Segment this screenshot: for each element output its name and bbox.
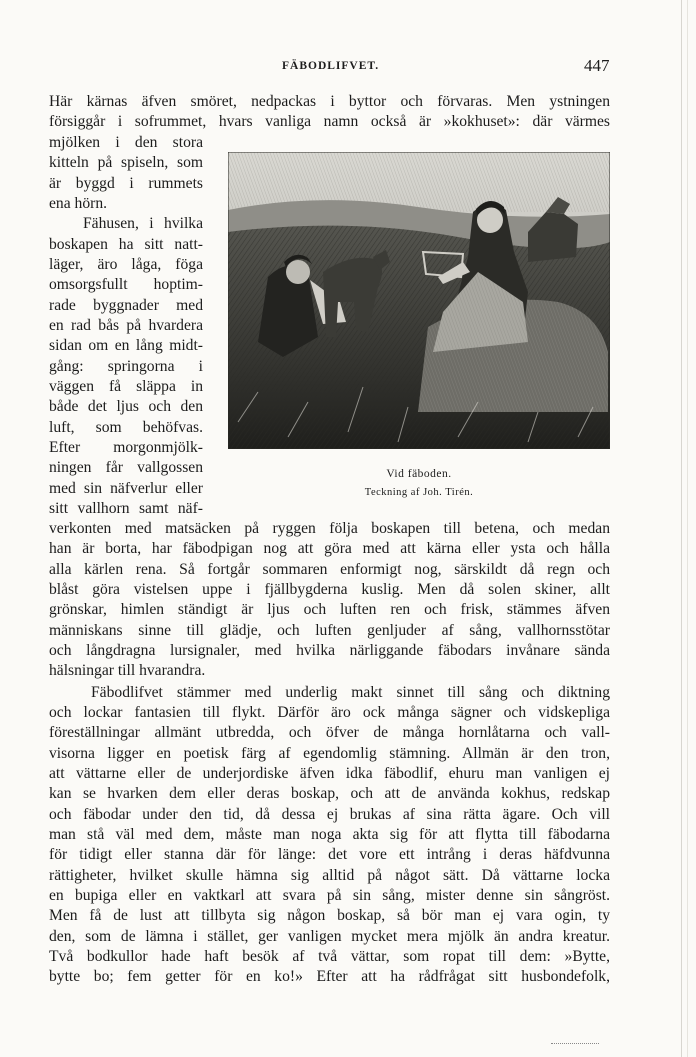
text-line: med sin näfverlur eller: [49, 480, 203, 497]
text-line: mjölken i den stora: [49, 134, 203, 151]
text-line: både det ljus och den: [49, 398, 203, 415]
text-line: väggen få släppa in: [49, 378, 203, 395]
text-line: Efter morgonmjölk-: [49, 439, 203, 456]
text-line: Två bodkullor hade haft besök af två vättar, som ropat till dem: »Bytte,: [49, 948, 610, 965]
text-line: en bupiga eller en vaktkarl att svara på sin sång, mister denne sin sångröst.: [49, 887, 610, 904]
text-line: sitt vallhorn samt näf-: [49, 500, 203, 517]
text-line: rättigheter, hvilket skulle hämna sig alltid på något sätt. Då vättarne locka: [49, 867, 610, 884]
text-line: läger, äro låga, föga: [49, 256, 203, 273]
text-line: kitteln på spiseln, som: [49, 154, 203, 171]
text-line: och fäbodar under den tid, då dessa ej brukas af sina rätta ägare. Och vill: [49, 806, 610, 823]
text-line: och lockar fantasien till flykt. Därför äro ock många sägner och vidskepliga: [49, 704, 610, 721]
text-line: verkonten med matsäcken på ryggen följa boskapen till betena, och medan: [49, 520, 610, 537]
text-line: grönskar, himlen ständigt är ljus och luften ren och frisk, stämmes äfven: [49, 601, 610, 618]
page-edge-line: [681, 0, 682, 1057]
text-line: han är borta, har fäbodpigan nog att göra med att kärna eller ysta och hålla: [49, 540, 610, 557]
text-line: blåst göra vistelsen uppe i fjällbygderna kuslig. Men då solen skiner, allt: [49, 581, 610, 598]
text-line: för tidigt eller stanna där för länge: det vore ett intrång i deras häfdvunna: [49, 846, 610, 863]
text-line: en rad bås på hvardera: [49, 317, 203, 334]
text-line: omsorgsfullt hoptim-: [49, 276, 203, 293]
text-line: den, som de lämna i stället, ger vanligen mycket mera mjölk än andra kreatur.: [49, 928, 610, 945]
text-line: alla kärlen rena. Så fortgår sommaren enformigt nog, särskildt då regn och: [49, 561, 610, 578]
text-line: Fähusen, i hvilka: [83, 215, 203, 232]
engraving-illustration-image: [228, 152, 610, 449]
text-line: rade byggnader med: [49, 297, 203, 314]
figure-caption-credit: Teckning af Joh. Tirén.: [364, 487, 474, 498]
text-line: kan se hvarken dem eller deras boskap, och att de använda kokhus, redskap: [49, 785, 610, 802]
text-line: visorna ligger en poetisk färg af egendomlig stämning. Allmän är den tron,: [49, 745, 610, 762]
engraving-illustration: [228, 152, 610, 449]
footer-dotted-rule: [551, 1043, 599, 1045]
text-line: hälsningar till hvarandra.: [49, 662, 206, 679]
text-line: boskapen ha sitt natt-: [49, 236, 203, 253]
text-line: att vättarne eller de underjordiske äfven idka fäbodlif, ehuru man vanligen ej: [49, 765, 610, 782]
running-title: FÄBODLIFVET.: [282, 60, 380, 72]
text-line: föreställningar allmänt utbredda, och öfver de många hornlåtarna och vall-: [49, 724, 610, 741]
text-line: Fäbodlifvet stämmer med underlig makt sinnet till sång och diktning: [91, 684, 610, 701]
text-line: försiggår i sofrummet, hvars vanliga namn också är »kokhuset»: där värmes: [49, 113, 610, 130]
text-line: sidan om en lång midt-: [49, 337, 203, 354]
text-line: är byggd i rummets: [49, 175, 203, 192]
figure-caption-title: Vid fäboden.: [386, 468, 452, 480]
text-line: människans sinne till glädje, och luften genljuder af sång, vallhornsstötar: [49, 622, 610, 639]
text-line: ena hörn.: [49, 195, 108, 212]
page-edge-line: [687, 0, 688, 1057]
text-line: man stå väl med dem, måste man noga akta sig för att flytta till fäbodarna: [49, 826, 610, 843]
text-line: ningen får vallgossen: [49, 459, 203, 476]
text-line: bytte bo; fem getter för en ko!» Efter att ha rådfrågat sitt husbondefolk,: [49, 968, 610, 985]
text-line: gång: springorna i: [49, 358, 203, 375]
text-line: Här kärnas äfven smöret, nedpackas i byttor och förvaras. Men ystningen: [49, 93, 610, 110]
text-line: Men få de lust att tillbyta sig någon boskap, så bör man ej vara ogin, ty: [49, 907, 610, 924]
page-number: 447: [584, 56, 610, 75]
text-line: luft, som behöfvas.: [49, 419, 203, 436]
text-line: och långdragna lursignaler, med hvilka närliggande fäbodars invånare sända: [49, 642, 610, 659]
